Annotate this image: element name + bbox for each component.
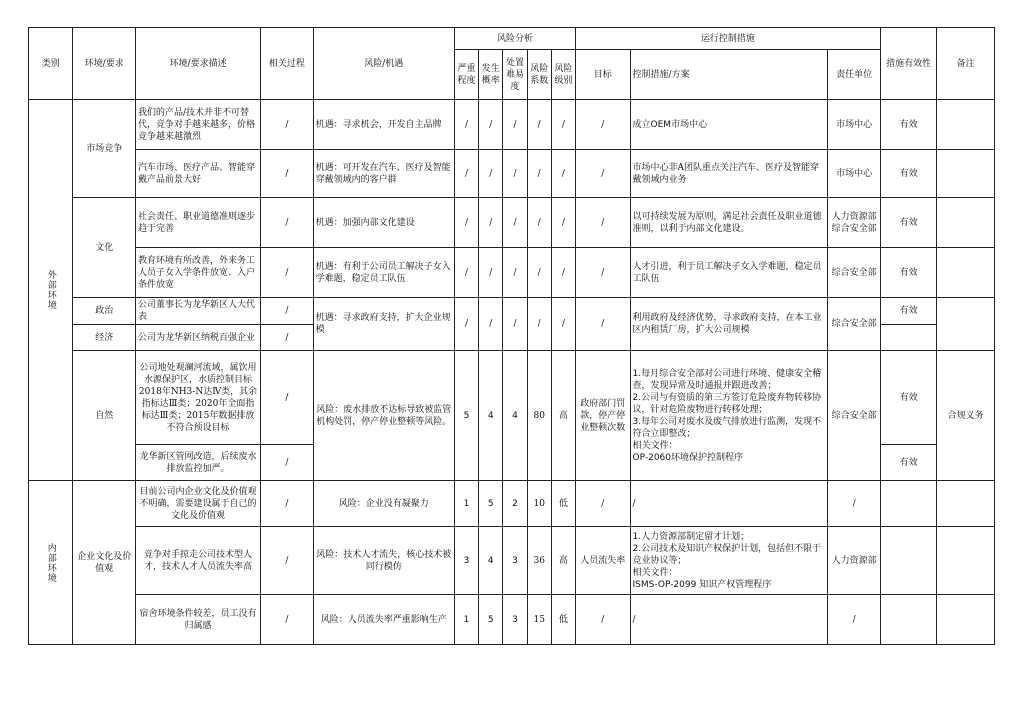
row-severity: 3 (454, 527, 478, 595)
row-target: / (576, 150, 631, 198)
row-effectiveness: 有效 (880, 150, 937, 198)
row-severity: 1 (454, 595, 478, 645)
row-risk: 机遇：寻求机会，开发自主品牌 (313, 100, 454, 150)
policy-difficulty: / (503, 298, 527, 351)
row-remark (937, 595, 995, 645)
row-measures: 以可持续发展为原则，满足社会责任及职业道德准则，以利于内部文化建设。 (630, 198, 828, 248)
row-process: / (261, 527, 313, 595)
row-target: / (576, 198, 631, 248)
row-process: / (261, 298, 313, 325)
row-probability: 4 (479, 527, 503, 595)
row-process: / (261, 248, 313, 298)
row-risk: 机遇：可开发在汽车、医疗及智能穿戴领域内的客户群 (313, 150, 454, 198)
row-remark (937, 100, 995, 150)
policy-responsible: 综合安全部 (828, 298, 880, 351)
row-desc: 公司董事长为龙华新区人大代表 (135, 298, 260, 325)
row-responsible: 市场中心 (828, 100, 880, 150)
policy-probability: / (479, 298, 503, 351)
header-coefficient: 风险系数 (527, 50, 551, 100)
row-remark (937, 198, 995, 248)
row-process: / (261, 351, 313, 445)
row-desc: 目前公司内企业文化及价值观不明确，需要建设属于自己的文化及价值观 (135, 481, 260, 527)
row-level: 低 (551, 595, 575, 645)
header-remark: 备注 (937, 28, 995, 100)
row-effectiveness (880, 595, 937, 645)
env-nature: 自然 (73, 351, 136, 481)
row-process: / (261, 150, 313, 198)
header-env-req: 环境/要求 (73, 28, 136, 100)
nature-target: 政府部门罚款，停产停业整顿次数 (576, 351, 631, 481)
row-remark (937, 527, 995, 595)
nature-risk: 风险：废水排放不达标导致被监管机构处罚，停产停业整顿等风险。 (313, 351, 454, 481)
row-responsible: / (828, 595, 880, 645)
row-desc: 竞争对手掠走公司技术型人才，技术人才人员流失率高 (135, 527, 260, 595)
header-responsible: 责任单位 (828, 50, 880, 100)
row-severity: / (454, 248, 478, 298)
row-effectiveness (880, 481, 937, 527)
header-process: 相关过程 (261, 28, 313, 100)
row-risk: 机遇：有利于公司员工解决子女入学难题，稳定员工队伍 (313, 248, 454, 298)
row-severity: / (454, 100, 478, 150)
row-process: / (261, 325, 313, 351)
row-coefficient: 36 (527, 527, 551, 595)
env-culture: 文化 (73, 198, 136, 298)
row-remark (937, 298, 995, 351)
row-measures: 成立OEM市场中心 (630, 100, 828, 150)
header-target: 目标 (576, 50, 631, 100)
row-measures: 1.人力资源部制定留才计划； 2.公司技术及知识产权保护计划，包括但不限于竞业协议等； 相关文件： ISMS-OP-2099 知识产权管理程序 (630, 527, 828, 595)
category-internal (29, 481, 73, 645)
row-desc: 龙华新区管网改造，后续废水排放监控加严。 (135, 445, 260, 481)
nature-responsible: 综合安全部 (828, 351, 880, 481)
policy-coefficient: / (527, 298, 551, 351)
policy-severity: / (454, 298, 478, 351)
row-effectiveness: 有效 (880, 445, 937, 481)
row-coefficient: / (527, 100, 551, 150)
category-external-label: 外部环境 (45, 270, 56, 310)
row-effectiveness (880, 527, 937, 595)
row-level: / (551, 198, 575, 248)
risk-register-table (28, 27, 995, 645)
row-measures: / (630, 595, 828, 645)
header-difficulty: 处置难易度 (503, 50, 527, 100)
row-responsible: / (828, 481, 880, 527)
row-target: / (576, 481, 631, 527)
row-process: / (261, 481, 313, 527)
row-measures: / (630, 481, 828, 527)
row-effectiveness: 有效 (880, 298, 937, 325)
row-process: / (261, 100, 313, 150)
row-effectiveness: 有效 (880, 198, 937, 248)
row-responsible: 市场中心 (828, 150, 880, 198)
row-remark (937, 481, 995, 527)
header-level: 风险级别 (551, 50, 575, 100)
row-coefficient: / (527, 198, 551, 248)
row-severity: / (454, 150, 478, 198)
row-responsible: 人力资源部 综合安全部 (828, 198, 880, 248)
row-probability: 5 (479, 481, 503, 527)
row-severity: / (454, 198, 478, 248)
header-risk-opp: 风险/机遇 (313, 28, 454, 100)
row-risk: 风险：技术人才流失，核心技术被同行模仿 (313, 527, 454, 595)
row-probability: / (479, 248, 503, 298)
row-probability: / (479, 198, 503, 248)
table-row (29, 527, 995, 595)
row-coefficient: 10 (527, 481, 551, 527)
nature-coefficient: 80 (527, 351, 551, 481)
row-probability: / (479, 100, 503, 150)
row-target: / (576, 100, 631, 150)
row-desc: 教育环境有所改善，外来务工人员子女入学条件放宽、入户条件放宽 (135, 248, 260, 298)
env-corp-culture: 企业文化及价值观 (73, 481, 136, 645)
row-process: / (261, 198, 313, 248)
nature-remark: 合规义务 (937, 351, 995, 481)
table-row (29, 150, 995, 198)
nature-severity: 5 (454, 351, 478, 481)
row-measures: 市场中心非A团队重点关注汽车、医疗及智能穿戴领域内业务 (630, 150, 828, 198)
table-row (29, 351, 995, 445)
nature-level: 高 (551, 351, 575, 481)
table-row (29, 100, 995, 150)
row-desc: 汽车市场、医疗产品、智能穿戴产品前景大好 (135, 150, 260, 198)
table-row (29, 595, 995, 645)
header-measures: 控制措施/方案 (630, 50, 828, 100)
row-measures: 人才引进，利于员工解决子女入学难题，稳定员工队伍 (630, 248, 828, 298)
row-coefficient: 15 (527, 595, 551, 645)
table-row (29, 298, 995, 325)
table-row (29, 248, 995, 298)
row-level: 低 (551, 481, 575, 527)
policy-target: / (576, 298, 631, 351)
category-external (29, 100, 73, 481)
policy-measures: 利用政府及经济优势，寻求政府支持，在本工业区内租赁厂房，扩大公司规模 (630, 298, 828, 351)
env-economy: 经济 (73, 325, 136, 351)
row-effectiveness (880, 325, 937, 351)
row-difficulty: / (503, 198, 527, 248)
row-responsible: 人力资源部 (828, 527, 880, 595)
row-remark (937, 248, 995, 298)
row-probability: 5 (479, 595, 503, 645)
row-risk: 风险：人员流失率严重影响生产 (313, 595, 454, 645)
row-coefficient: / (527, 248, 551, 298)
row-coefficient: / (527, 150, 551, 198)
row-responsible: 综合安全部 (828, 248, 880, 298)
row-difficulty: / (503, 150, 527, 198)
row-risk: 风险：企业没有凝聚力 (313, 481, 454, 527)
row-process: / (261, 445, 313, 481)
nature-probability: 4 (479, 351, 503, 481)
row-difficulty: 3 (503, 527, 527, 595)
row-desc: 宿舍环境条件较差，员工没有归属感 (135, 595, 260, 645)
row-effectiveness: 有效 (880, 351, 937, 445)
nature-difficulty: 4 (503, 351, 527, 481)
row-probability: / (479, 150, 503, 198)
row-target: / (576, 248, 631, 298)
row-process: / (261, 595, 313, 645)
header-effectiveness: 措施有效性 (880, 28, 937, 100)
row-difficulty: 3 (503, 595, 527, 645)
policy-risk: 机遇：寻求政府支持，扩大企业规模 (313, 298, 454, 351)
header-control: 运行控制措施 (576, 28, 881, 50)
row-difficulty: / (503, 248, 527, 298)
row-difficulty: / (503, 100, 527, 150)
header-severity: 严重程度 (454, 50, 478, 100)
table-row (29, 198, 995, 248)
row-effectiveness: 有效 (880, 100, 937, 150)
header-risk-analysis: 风险分析 (454, 28, 575, 50)
row-level: / (551, 100, 575, 150)
row-effectiveness: 有效 (880, 248, 937, 298)
row-target: 人员流失率 (576, 527, 631, 595)
row-desc: 我们的产品/技术并非不可替代，竞争对手越来越多，价格竞争越来越激烈 (135, 100, 260, 150)
env-market: 市场竞争 (73, 100, 136, 198)
row-severity: 1 (454, 481, 478, 527)
row-level: 高 (551, 527, 575, 595)
nature-measures: 1.每月综合安全部对公司进行环境、健康安全稽查，发现异常及时通报并跟进改善； 2.公司与有资质的第三方签订危险废弃物转移协议，针对危险废物进行转移处理； 3.每年公司对废水及废气排放进行监测，发现不符合立即整改； 相关文件： OP-2060环境保护控制程序 (630, 351, 828, 481)
table-row (29, 481, 995, 527)
header-env-desc: 环境/要求描述 (135, 28, 260, 100)
row-difficulty: 2 (503, 481, 527, 527)
row-level: / (551, 248, 575, 298)
row-risk: 机遇：加强内部文化建设 (313, 198, 454, 248)
category-internal-label: 内部环境 (45, 542, 56, 583)
row-target: / (576, 595, 631, 645)
row-desc: 公司为龙华新区纳税百强企业 (135, 325, 260, 351)
row-level: / (551, 150, 575, 198)
header-probability: 发生概率 (479, 50, 503, 100)
row-desc: 公司地处观澜河流域，属饮用水源保护区，水质控制目标2018年NH3-N达Ⅳ类，其余指标达Ⅲ类；2020年全面指标达Ⅲ类；2015年数据排放不符合预设目标 (135, 351, 260, 445)
env-politics: 政治 (73, 298, 136, 325)
header-category: 类别 (29, 28, 73, 100)
policy-level: / (551, 298, 575, 351)
row-desc: 社会责任、职业道德准则逐步趋于完善 (135, 198, 260, 248)
row-remark (937, 150, 995, 198)
